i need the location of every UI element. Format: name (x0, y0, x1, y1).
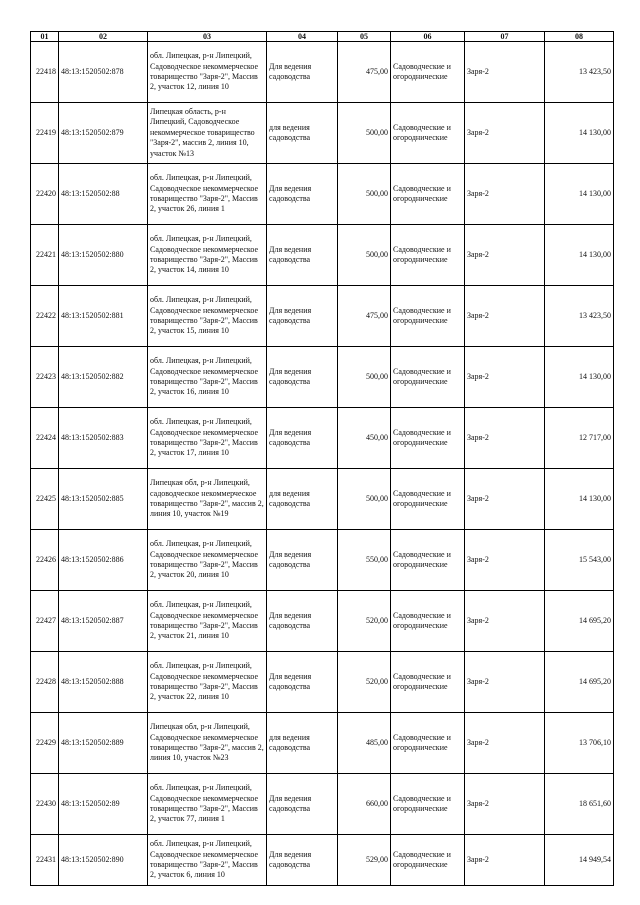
cadastral-value-cell: 13 706,10 (545, 713, 614, 774)
settlement-name-cell: Заря-2 (465, 42, 545, 103)
cadastral-value-cell: 14 130,00 (545, 469, 614, 530)
land-category-cell: Садоводческие и огороднические (391, 225, 465, 286)
permitted-use-cell: Для ведения садоводства (267, 164, 338, 225)
cadastral-number-cell: 48:13:1520502:89 (59, 774, 148, 835)
settlement-name-cell: Заря-2 (465, 713, 545, 774)
permitted-use-cell: для ведения садоводства (267, 713, 338, 774)
cadastral-value-cell: 12 717,00 (545, 408, 614, 469)
land-category-cell: Садоводческие и огороднические (391, 774, 465, 835)
settlement-name-cell: Заря-2 (465, 347, 545, 408)
permitted-use-cell: Для ведения садоводства (267, 347, 338, 408)
settlement-name-cell: Заря-2 (465, 774, 545, 835)
cadastral-value-cell: 14 130,00 (545, 164, 614, 225)
row-number-cell: 22420 (31, 164, 59, 225)
address-cell: Липецкая область, р-н Липецкий, Садоводческое некоммерческое товарищество "Заря-2", массив 2, линия 10, участок №13 (148, 103, 267, 164)
address-cell: обл. Липецкая, р-н Липецкий, Садоводческое некоммерческое товарищество "Заря-2", Массив 2, участок 77, линия 1 (148, 774, 267, 835)
cadastral-number-cell: 48:13:1520502:878 (59, 42, 148, 103)
table-row (31, 225, 614, 286)
row-number-cell: 22418 (31, 42, 59, 103)
column-header: 02 (59, 32, 148, 42)
permitted-use-cell: для ведения садоводства (267, 469, 338, 530)
cadastral-number-cell: 48:13:1520502:887 (59, 591, 148, 652)
cadastral-number-cell: 48:13:1520502:886 (59, 530, 148, 591)
table-row (31, 591, 614, 652)
cadastral-number-cell: 48:13:1520502:88 (59, 164, 148, 225)
cadastral-number-cell: 48:13:1520502:879 (59, 103, 148, 164)
cadastral-number-cell: 48:13:1520502:882 (59, 347, 148, 408)
column-header: 01 (31, 32, 59, 42)
area-cell: 475,00 (338, 286, 391, 347)
table-row (31, 42, 614, 103)
area-cell: 485,00 (338, 713, 391, 774)
table-row (31, 164, 614, 225)
address-cell: обл. Липецкая, р-н Липецкий, Садоводческое некоммерческое товарищество "Заря-2", Массив 2, участок 21, линия 10 (148, 591, 267, 652)
settlement-name-cell: Заря-2 (465, 469, 545, 530)
cadastral-value-cell: 14 949,54 (545, 835, 614, 886)
cadastral-value-cell: 15 543,00 (545, 530, 614, 591)
cadastral-number-cell: 48:13:1520502:883 (59, 408, 148, 469)
settlement-name-cell: Заря-2 (465, 408, 545, 469)
table-row (31, 103, 614, 164)
permitted-use-cell: Для ведения садоводства (267, 530, 338, 591)
area-cell: 450,00 (338, 408, 391, 469)
cadastral-number-cell: 48:13:1520502:885 (59, 469, 148, 530)
permitted-use-cell: Для ведения садоводства (267, 591, 338, 652)
column-header: 06 (391, 32, 465, 42)
area-cell: 660,00 (338, 774, 391, 835)
row-number-cell: 22421 (31, 225, 59, 286)
address-cell: Липецкая обл, р-н Липецкий, садоводческое некоммерческое товарищество "Заря-2", массив 2, линия 10, участок №19 (148, 469, 267, 530)
area-cell: 500,00 (338, 225, 391, 286)
area-cell: 500,00 (338, 164, 391, 225)
area-cell: 520,00 (338, 591, 391, 652)
settlement-name-cell: Заря-2 (465, 530, 545, 591)
header-row (31, 32, 614, 42)
settlement-name-cell: Заря-2 (465, 286, 545, 347)
cadastral-value-cell: 14 695,20 (545, 652, 614, 713)
address-cell: обл. Липецкая, р-н Липецкий, Садоводческое некоммерческое товарищество "Заря-2", Массив 2, участок 6, линия 10 (148, 835, 267, 886)
column-header: 03 (148, 32, 267, 42)
cadastral-number-cell: 48:13:1520502:890 (59, 835, 148, 886)
table-row (31, 713, 614, 774)
permitted-use-cell: Для ведения садоводства (267, 774, 338, 835)
cadastral-value-cell: 14 130,00 (545, 347, 614, 408)
table-row (31, 469, 614, 530)
address-cell: обл. Липецкая, р-н Липецкий, Садоводческое некоммерческое товарищество "Заря-2", Массив 2, участок 22, линия 10 (148, 652, 267, 713)
land-register-table (30, 31, 614, 886)
area-cell: 529,00 (338, 835, 391, 886)
land-category-cell: Садоводческие и огороднические (391, 103, 465, 164)
land-category-cell: Садоводческие и огороднические (391, 713, 465, 774)
row-number-cell: 22430 (31, 774, 59, 835)
settlement-name-cell: Заря-2 (465, 164, 545, 225)
area-cell: 500,00 (338, 469, 391, 530)
cadastral-value-cell: 13 423,50 (545, 42, 614, 103)
row-number-cell: 22422 (31, 286, 59, 347)
table-row (31, 835, 614, 886)
cadastral-number-cell: 48:13:1520502:880 (59, 225, 148, 286)
column-header: 07 (465, 32, 545, 42)
table-row (31, 774, 614, 835)
row-number-cell: 22431 (31, 835, 59, 886)
land-category-cell: Садоводческие и огороднические (391, 408, 465, 469)
row-number-cell: 22427 (31, 591, 59, 652)
permitted-use-cell: Для ведения садоводства (267, 225, 338, 286)
land-category-cell: Садоводческие и огороднические (391, 164, 465, 225)
address-cell: обл. Липецкая, р-н Липецкий, Садоводческое некоммерческое товарищество "Заря-2", Массив 2, участок 15, линия 10 (148, 286, 267, 347)
address-cell: Липецкая обл, р-н Липецкий, Садоводческое некоммерческое товарищество "Заря-2", массив 2, линия 10, участок №23 (148, 713, 267, 774)
permitted-use-cell: Для ведения садоводства (267, 42, 338, 103)
settlement-name-cell: Заря-2 (465, 835, 545, 886)
land-category-cell: Садоводческие и огороднические (391, 530, 465, 591)
permitted-use-cell: Для ведения садоводства (267, 652, 338, 713)
cadastral-number-cell: 48:13:1520502:888 (59, 652, 148, 713)
area-cell: 475,00 (338, 42, 391, 103)
row-number-cell: 22424 (31, 408, 59, 469)
table-body (31, 42, 614, 886)
land-category-cell: Садоводческие и огороднические (391, 835, 465, 886)
address-cell: обл. Липецкая, р-н Липецкий, Садоводческое некоммерческое товарищество "Заря-2", Массив 2, участок 12, линия 10 (148, 42, 267, 103)
land-category-cell: Садоводческие и огороднические (391, 347, 465, 408)
land-category-cell: Садоводческие и огороднические (391, 469, 465, 530)
cadastral-number-cell: 48:13:1520502:881 (59, 286, 148, 347)
table-row (31, 347, 614, 408)
row-number-cell: 22425 (31, 469, 59, 530)
row-number-cell: 22429 (31, 713, 59, 774)
land-category-cell: Садоводческие и огороднические (391, 42, 465, 103)
area-cell: 500,00 (338, 347, 391, 408)
land-category-cell: Садоводческие и огороднические (391, 591, 465, 652)
cadastral-number-cell: 48:13:1520502:889 (59, 713, 148, 774)
land-category-cell: Садоводческие и огороднические (391, 652, 465, 713)
row-number-cell: 22423 (31, 347, 59, 408)
table-row (31, 530, 614, 591)
address-cell: обл. Липецкая, р-н Липецкий, Садоводческое некоммерческое товарищество "Заря-2", Массив 2, участок 17, линия 10 (148, 408, 267, 469)
settlement-name-cell: Заря-2 (465, 103, 545, 164)
cadastral-value-cell: 18 651,60 (545, 774, 614, 835)
table-row (31, 652, 614, 713)
permitted-use-cell: Для ведения садоводства (267, 408, 338, 469)
row-number-cell: 22419 (31, 103, 59, 164)
settlement-name-cell: Заря-2 (465, 652, 545, 713)
permitted-use-cell: Для ведения садоводства (267, 835, 338, 886)
cadastral-value-cell: 13 423,50 (545, 286, 614, 347)
permitted-use-cell: для ведения садоводства (267, 103, 338, 164)
table-row (31, 408, 614, 469)
row-number-cell: 22428 (31, 652, 59, 713)
permitted-use-cell: Для ведения садоводства (267, 286, 338, 347)
area-cell: 550,00 (338, 530, 391, 591)
column-header: 04 (267, 32, 338, 42)
address-cell: обл. Липецкая, р-н Липецкий, Садоводческое некоммерческое товарищество "Заря-2", Массив 2, участок 26, линия 1 (148, 164, 267, 225)
cadastral-value-cell: 14 130,00 (545, 103, 614, 164)
address-cell: обл. Липецкая, р-н Липецкий, Садоводческое некоммерческое товарищество "Заря-2", Массив 2, участок 14, линия 10 (148, 225, 267, 286)
area-cell: 520,00 (338, 652, 391, 713)
land-category-cell: Садоводческие и огороднические (391, 286, 465, 347)
settlement-name-cell: Заря-2 (465, 591, 545, 652)
cadastral-value-cell: 14 695,20 (545, 591, 614, 652)
cadastral-value-cell: 14 130,00 (545, 225, 614, 286)
address-cell: обл. Липецкая, р-н Липецкий, Садоводческое некоммерческое товарищество "Заря-2", Массив 2, участок 20, линия 10 (148, 530, 267, 591)
address-cell: обл. Липецкая, р-н Липецкий, Садоводческое некоммерческое товарищество "Заря-2", Массив 2, участок 16, линия 10 (148, 347, 267, 408)
column-header: 05 (338, 32, 391, 42)
row-number-cell: 22426 (31, 530, 59, 591)
column-header: 08 (545, 32, 614, 42)
settlement-name-cell: Заря-2 (465, 225, 545, 286)
table-row (31, 286, 614, 347)
area-cell: 500,00 (338, 103, 391, 164)
